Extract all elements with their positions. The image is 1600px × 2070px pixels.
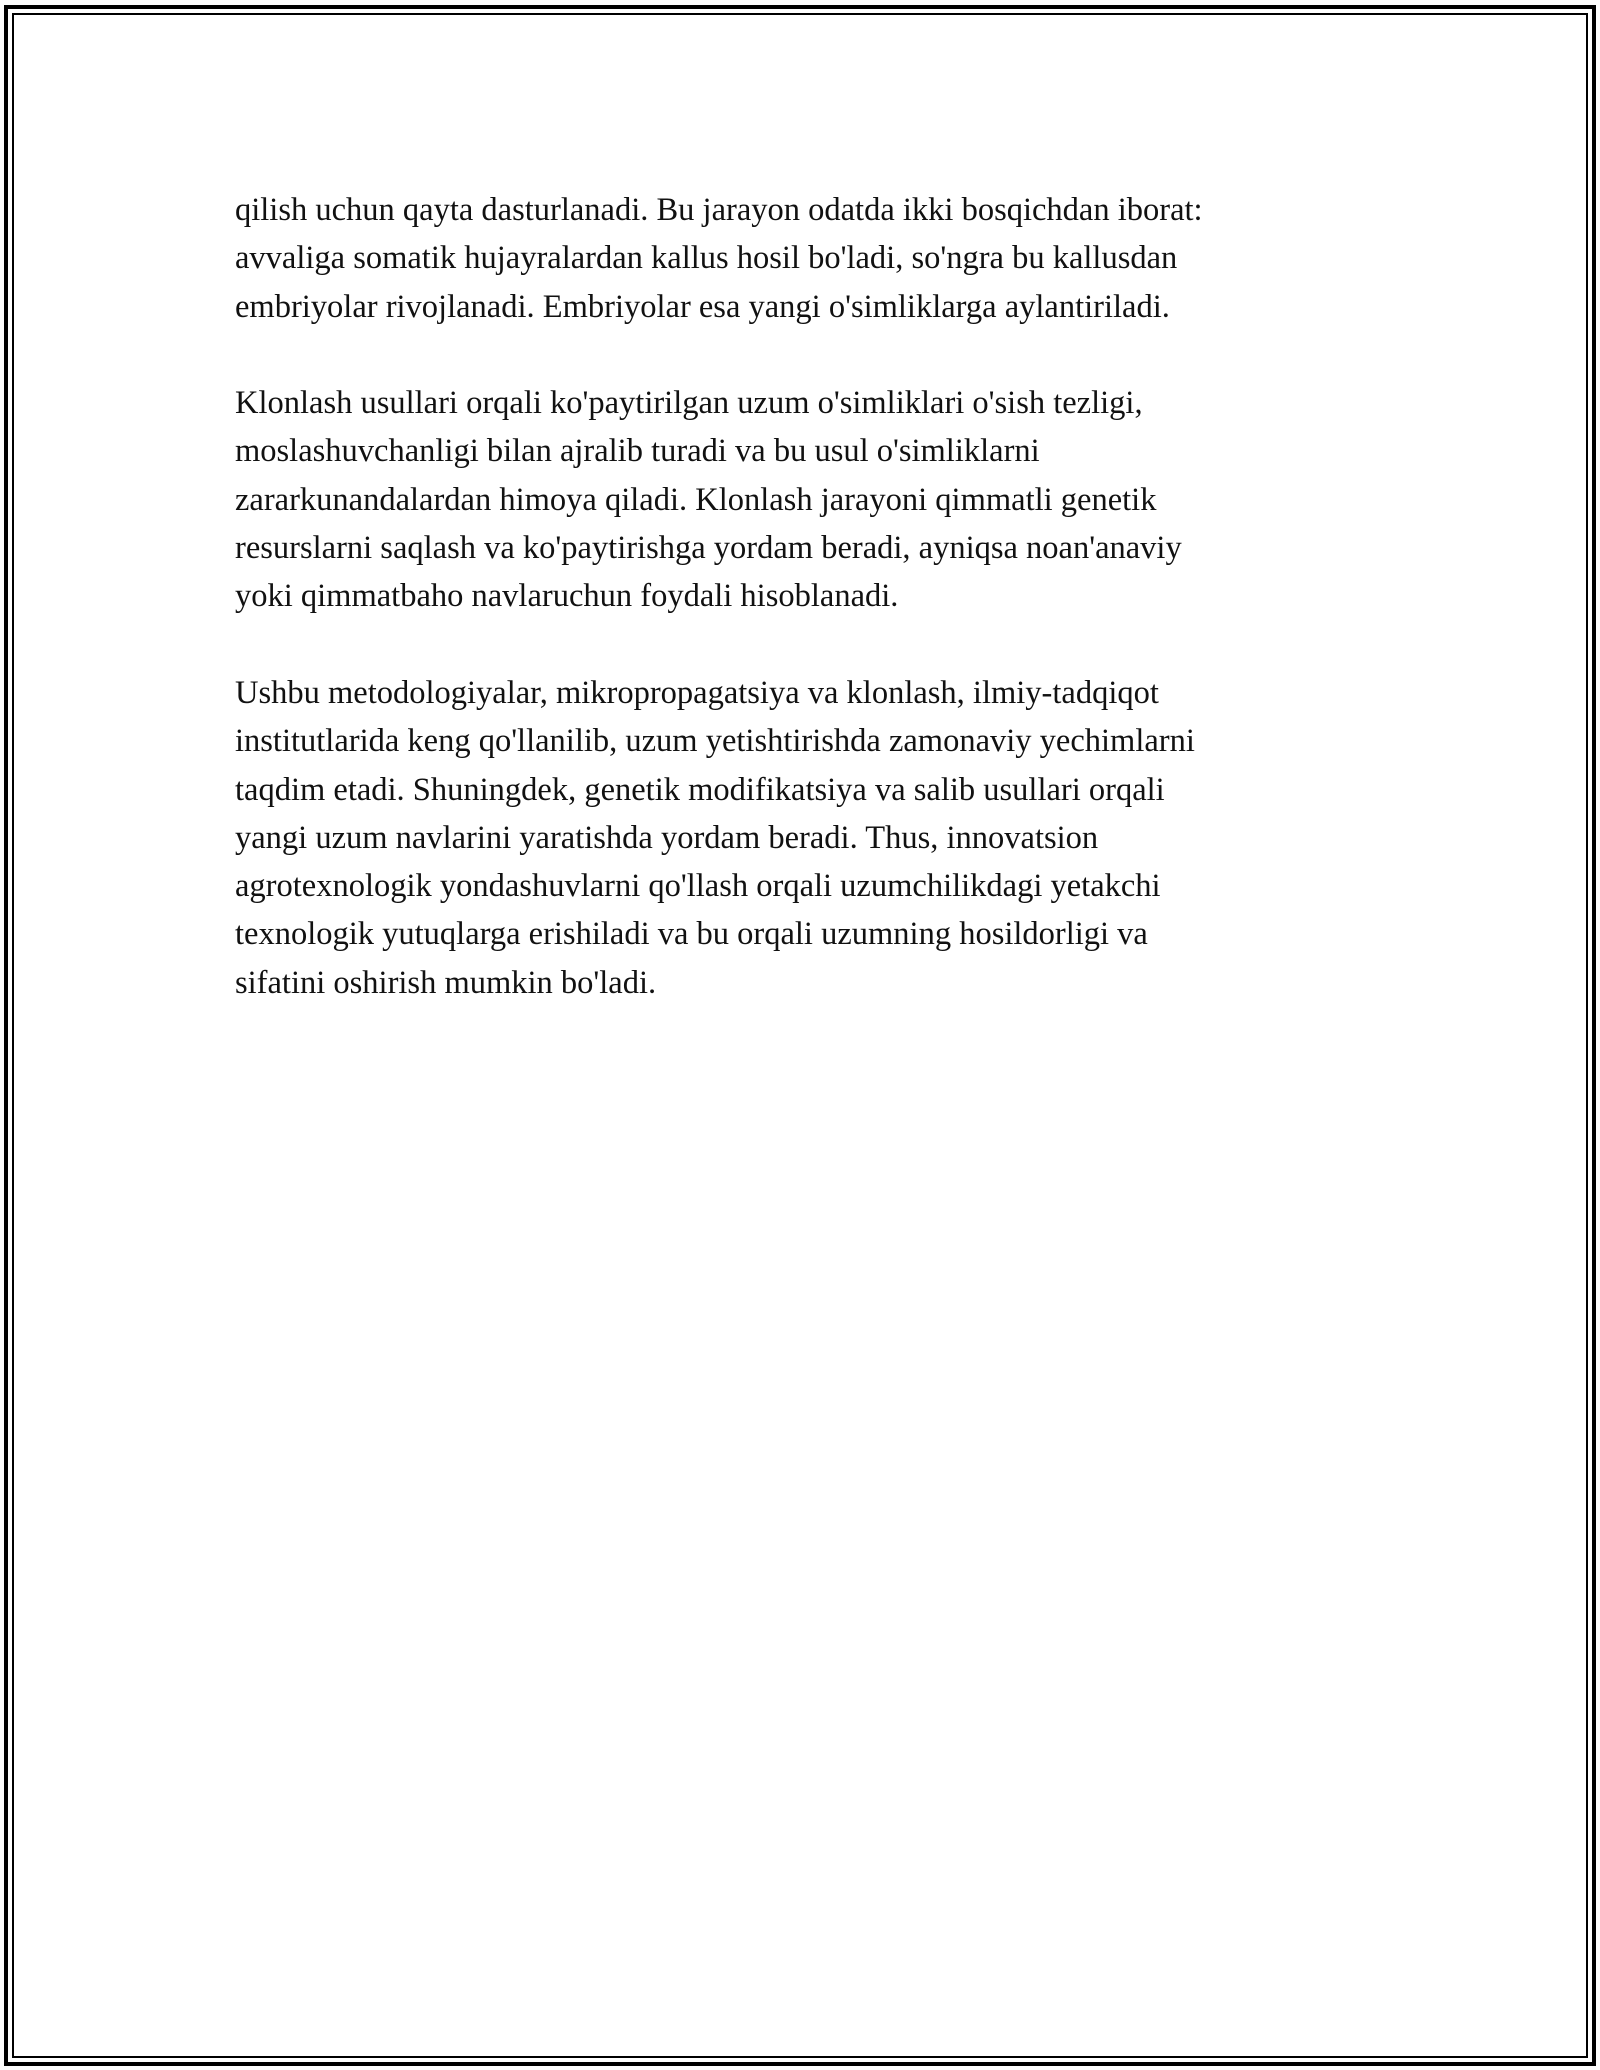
text-line: sifatini oshirish mumkin bo'ladi.: [235, 964, 657, 1001]
text-line: yangi uzum navlarini yaratishda yordam beradi. Thus, innovatsion: [235, 819, 1099, 856]
text-line: qilish uchun qayta dasturlanadi. Bu jarayon odatda ikki bosqichdan iborat:: [235, 192, 1203, 228]
text-line: zararkunandalardan himoya qiladi. Klonlash jarayoni qimmatli genetik: [235, 481, 1157, 518]
text-line: taqdim etadi. Shuningdek, genetik modifikatsiya va salib usullari orqali: [235, 771, 1165, 808]
paragraph-1: [235, 186, 1375, 331]
text-line: embriyolar rivojlanadi. Embriyolar esa yangi o'simliklarga aylantiriladi.: [235, 288, 1170, 325]
text-line: Klonlash usullari orqali ko'paytirilgan uzum o'simliklari o'sish tezligi,: [235, 385, 1143, 422]
text-line: texnologik yutuqlarga erishiladi va bu orqali uzumning hosildorligi va: [235, 916, 1148, 953]
text-line: moslashuvchanligi bilan ajralib turadi va bu usul o'simliklarni: [235, 433, 1040, 470]
document-body: [235, 186, 1375, 1055]
paragraph-3: [235, 669, 1375, 1007]
text-line: institutlarida keng qo'llanilib, uzum yetishtirishda zamonaviy yechimlarni: [235, 723, 1195, 760]
paragraph-2: [235, 379, 1375, 620]
text-line: agrotexnologik yondashuvlarni qo'llash orqali uzumchilikdagi yetakchi: [235, 868, 1161, 905]
text-line: avvaliga somatik hujayralardan kallus hosil bo'ladi, so'ngra bu kallusdan: [235, 240, 1178, 277]
text-line: Ushbu metodologiyalar, mikropropagatsiya va klonlash, ilmiy-tadqiqot: [235, 674, 1159, 711]
text-line: resurslarni saqlash va ko'paytirishga yordam beradi, ayniqsa noan'anaviy: [235, 530, 1182, 567]
text-line: yoki qimmatbaho navlaruchun foydali hisoblanadi.: [235, 578, 899, 615]
